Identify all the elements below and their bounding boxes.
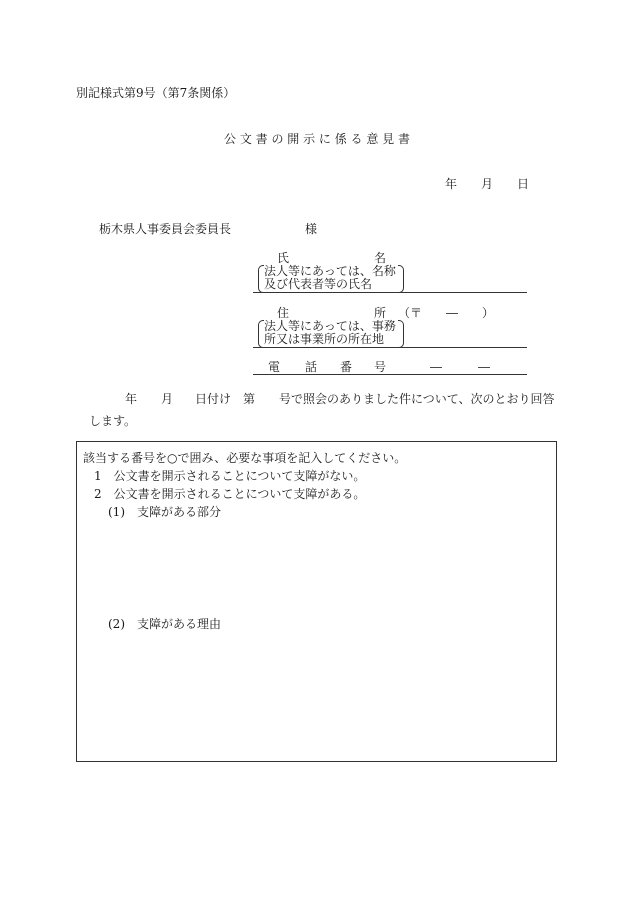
- address-underline: [253, 347, 527, 348]
- address-note-line1: 法人等にあっては、事務: [264, 319, 396, 333]
- phone-label-char-1: 電: [268, 360, 281, 374]
- document-title: 公 文 書 の 開 示 に 係 る 意 見 書: [224, 132, 410, 146]
- date-month-label: 月: [481, 177, 494, 191]
- address-label-1: 住: [277, 306, 290, 320]
- name-note-brackets: [258, 265, 404, 293]
- name-underline: [253, 292, 527, 293]
- sub-item-objection-part: (1) 支障がある部分: [108, 505, 221, 519]
- address-note-brackets: [258, 320, 404, 348]
- option-2-has-objection: 2 公文書を開示されることについて支障がある。: [94, 487, 366, 501]
- phone-underline: [253, 374, 527, 375]
- form-number: 別記様式第9号（第7条関係）: [76, 86, 236, 100]
- name-note-line2: 及び代表者等の氏名: [264, 277, 373, 291]
- sub-item-objection-reason: (2) 支障がある理由: [108, 617, 221, 631]
- body-year: 年: [125, 392, 138, 406]
- addressee-name: 栃木県人事委員会委員長: [99, 222, 232, 236]
- phone-label-char-4: 号: [374, 360, 387, 374]
- postal-code-field: （〒 ― ）: [398, 306, 495, 320]
- body-month: 月: [161, 392, 174, 406]
- date-day-label: 日: [517, 177, 530, 191]
- addressee-honorific: 様: [305, 222, 318, 236]
- name-label-1: 氏: [277, 251, 290, 265]
- body-number-prefix: 第: [243, 392, 256, 406]
- box-instruction: 該当する番号を○で囲み、必要な事項を記入してください。: [83, 451, 407, 465]
- option-1-no-objection: 1 公文書を開示されることについて支障がない。: [94, 469, 366, 483]
- address-label-2: 所: [374, 306, 387, 320]
- phone-dash-2: ―: [478, 360, 490, 374]
- phone-label-char-3: 番: [340, 360, 353, 374]
- date-year-label: 年: [445, 177, 458, 191]
- address-note-line2: 所又は事業所の所在地: [264, 332, 385, 346]
- body-date-suffix: 日付け: [195, 392, 232, 406]
- phone-label-char-2: 話: [305, 360, 318, 374]
- response-box: [76, 441, 557, 762]
- body-sentence-end: します。: [89, 414, 137, 428]
- body-sentence: 号で照会のありました件について、次のとおり回答: [279, 392, 555, 406]
- phone-dash-1: ―: [430, 360, 442, 374]
- name-note-line1: 法人等にあっては、名称: [264, 264, 396, 278]
- name-label-2: 名: [374, 251, 387, 265]
